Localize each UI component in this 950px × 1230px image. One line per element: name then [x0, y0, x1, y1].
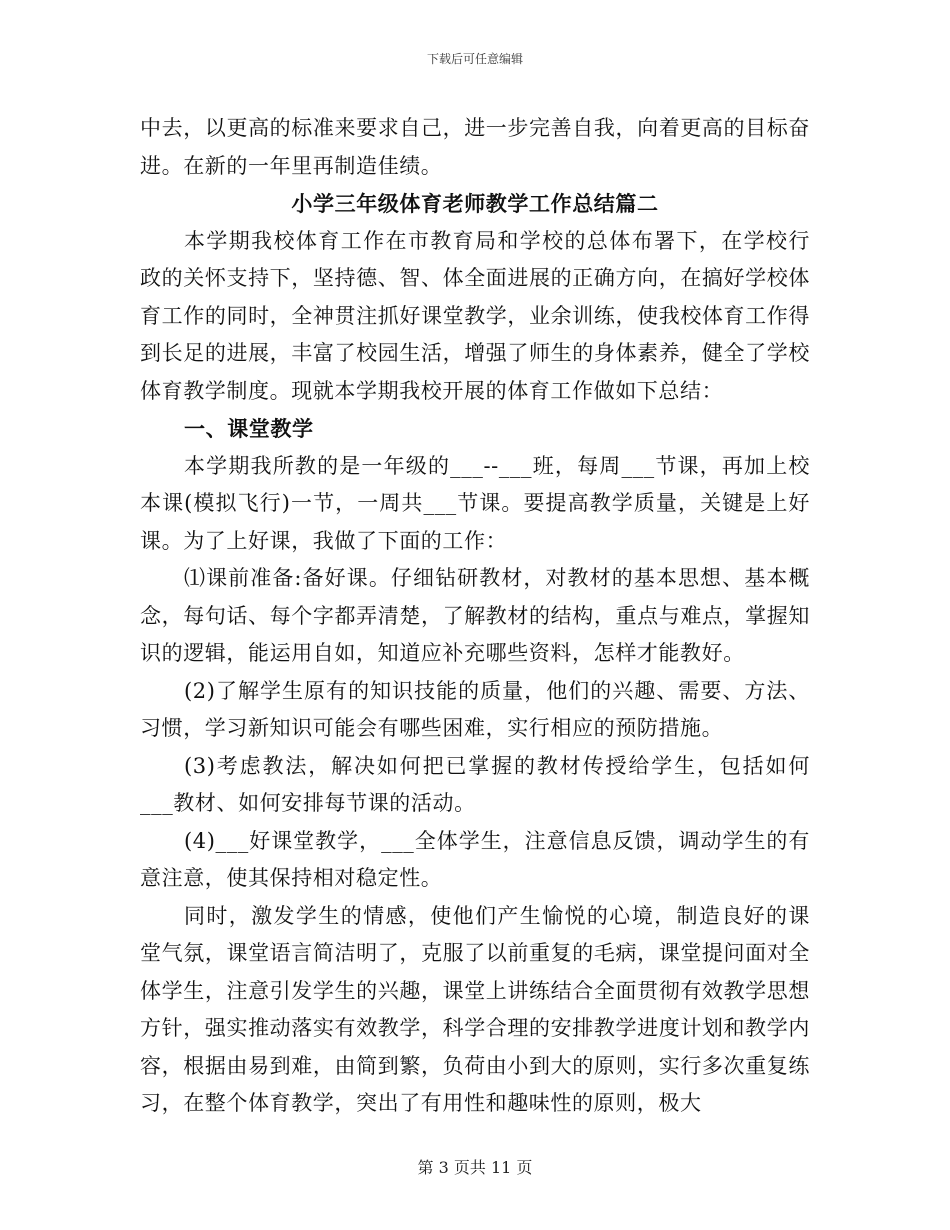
paragraph-intro: 本学期我校体育工作在市教育局和学校的总体布署下，在学校行政的关怀支持下，坚持德、智、体全面进展的正确方向，在搞好学校体育工作的同时，全神贯注抓好课堂教学，业余训练，使我校体育工作得到长足的进展，丰富了校园生活，增强了师生的身体素养，健全了学校体育教学制度。现就本学期我校开展的体育工作做如下总结：	[140, 228, 810, 403]
document-body	[140, 110, 810, 1123]
paragraph-continuation: 中去，以更高的标准来要求自己，进一步完善自我，向着更高的目标奋进。在新的一年里再制造佳绩。	[140, 116, 810, 178]
section-heading-classroom: 一、课堂教学	[184, 416, 314, 441]
paragraph-item-4: (4)___好课堂教学，___全体学生，注意信息反馈，调动学生的有意注意，使其保持相对稳定性。	[140, 828, 810, 890]
paragraph-schedule: 本学期我所教的是一年级的___--___班，每周___节课，再加上校本课(模拟飞行)一节，一周共___节课。要提高教学质量，关键是上好课。为了上好课，我做了下面的工作：	[140, 453, 810, 553]
page-header: 下载后可任意编辑	[426, 52, 523, 66]
paragraph-meanwhile: 同时，激发学生的情感，使他们产生愉悦的心境，制造良好的课堂气氛，课堂语言简洁明了，克服了以前重复的毛病，课堂提问面对全体学生，注意引发学生的兴趣，课堂上讲练结合全面贯彻有效教学思想方针，强实推动落实有效教学，科学合理的安排教学进度计划和教学内容，根据由易到难，由简到繁，负荷由小到大的原则，实行多次重复练习，在整个体育教学，突出了有用性和趣味性的原则，极大	[140, 903, 810, 1115]
paragraph-item-1: ⑴课前准备:备好课。仔细钻研教材，对教材的基本思想、基本概念，每句话、每个字都弄清楚，了解教材的结构，重点与难点，掌握知识的逻辑，能运用自如，知道应补充哪些资料，怎样才能教好。	[140, 566, 810, 665]
section-title: 小学三年级体育老师教学工作总结篇二	[291, 191, 659, 216]
paragraph-item-2: (2)了解学生原有的知识技能的质量，他们的兴趣、需要、方法、习惯，学习新知识可能会有哪些困难，实行相应的预防措施。	[140, 678, 810, 740]
paragraph-item-3: (3)考虑教法，解决如何把已掌握的教材传授给学生，包括如何___教材、如何安排每节课的活动。	[140, 753, 810, 815]
page-footer: 第 3 页共 11 页	[417, 1158, 533, 1177]
